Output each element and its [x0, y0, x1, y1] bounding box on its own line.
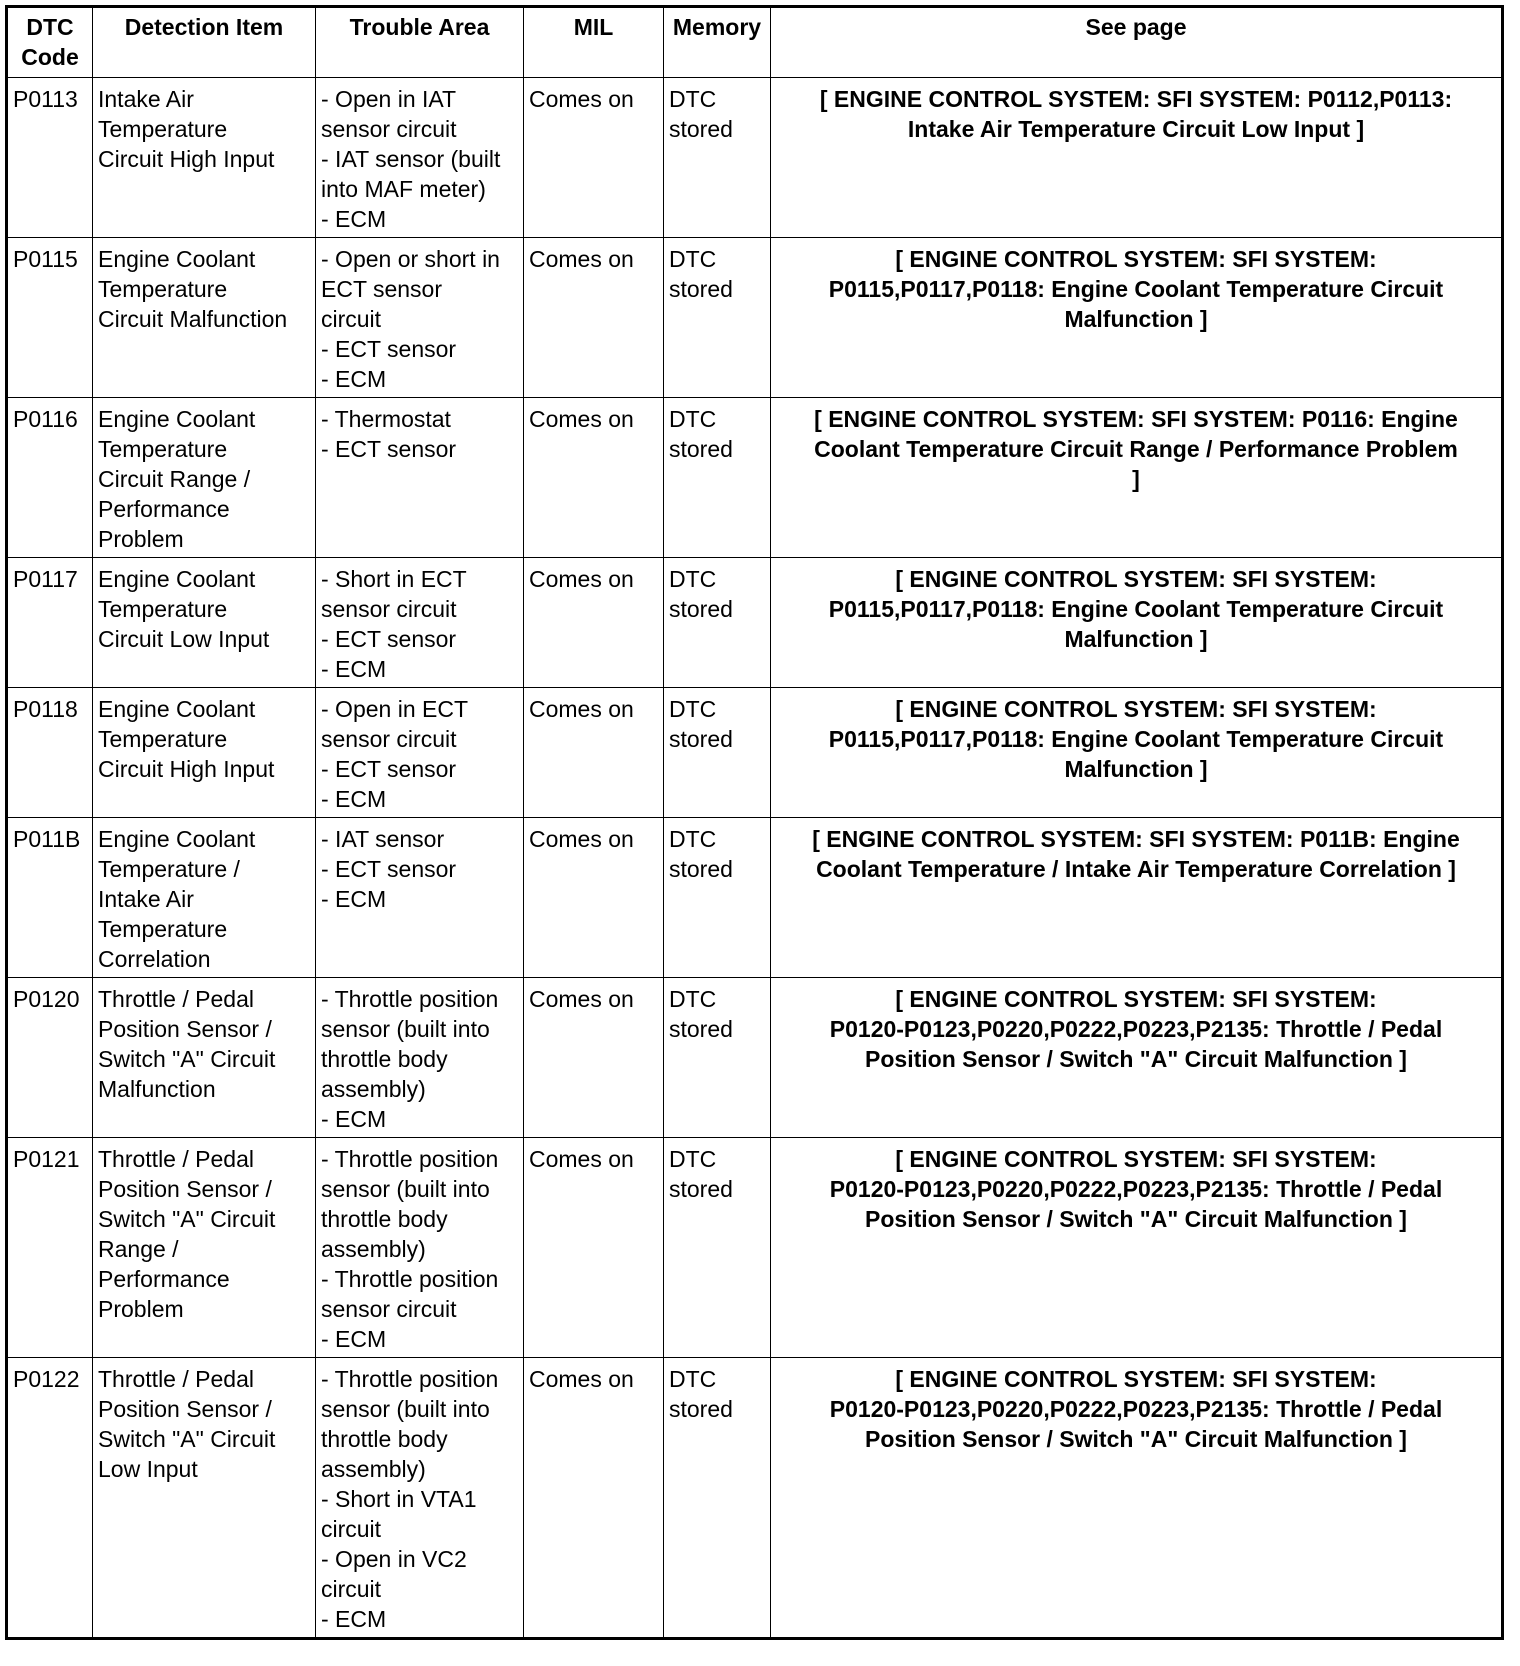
cell-detection-item: Throttle / Pedal Position Sensor / Switch "A" Circuit Low Input — [93, 1358, 316, 1639]
cell-memory: DTC stored — [664, 1138, 771, 1358]
table-row — [7, 1138, 1503, 1358]
header-memory: Memory — [664, 7, 771, 78]
cell-detection-item: Engine Coolant Temperature Circuit High Input — [93, 688, 316, 818]
cell-memory: DTC stored — [664, 238, 771, 398]
cell-trouble-area: - Throttle position sensor (built into throttle body assembly) - Short in VTA1 circuit - Open in VC2 circuit - ECM — [316, 1358, 524, 1639]
cell-memory: DTC stored — [664, 688, 771, 818]
table-header-row — [7, 7, 1503, 78]
cell-see-page: [ ENGINE CONTROL SYSTEM: SFI SYSTEM: P011B: Engine Coolant Temperature / Intake Air Temperature Correlation ] — [771, 818, 1503, 978]
cell-memory: DTC stored — [664, 558, 771, 688]
cell-mil: Comes on — [524, 1358, 664, 1639]
table-row — [7, 398, 1503, 558]
cell-trouble-area: - Thermostat - ECT sensor — [316, 398, 524, 558]
cell-see-page: [ ENGINE CONTROL SYSTEM: SFI SYSTEM: P0120-P0123,P0220,P0222,P0223,P2135: Throttle / Pedal Position Sensor / Switch "A" Circuit Malfunction ] — [771, 1138, 1503, 1358]
table-row — [7, 1358, 1503, 1639]
cell-see-page: [ ENGINE CONTROL SYSTEM: SFI SYSTEM: P0120-P0123,P0220,P0222,P0223,P2135: Throttle / Pedal Position Sensor / Switch "A" Circuit Malfunction ] — [771, 978, 1503, 1138]
cell-trouble-area: - Open in IAT sensor circuit - IAT sensor (built into MAF meter) - ECM — [316, 78, 524, 238]
cell-dtc-code: P0115 — [7, 238, 93, 398]
cell-dtc-code: P0113 — [7, 78, 93, 238]
cell-trouble-area: - Throttle position sensor (built into throttle body assembly) - Throttle position sensor circuit - ECM — [316, 1138, 524, 1358]
cell-see-page: [ ENGINE CONTROL SYSTEM: SFI SYSTEM: P0115,P0117,P0118: Engine Coolant Temperature Circuit Malfunction ] — [771, 558, 1503, 688]
cell-dtc-code: P0122 — [7, 1358, 93, 1639]
cell-see-page: [ ENGINE CONTROL SYSTEM: SFI SYSTEM: P0115,P0117,P0118: Engine Coolant Temperature Circuit Malfunction ] — [771, 238, 1503, 398]
cell-dtc-code: P0118 — [7, 688, 93, 818]
cell-trouble-area: - Open in ECT sensor circuit - ECT sensor - ECM — [316, 688, 524, 818]
header-mil: MIL — [524, 7, 664, 78]
cell-mil: Comes on — [524, 398, 664, 558]
cell-see-page: [ ENGINE CONTROL SYSTEM: SFI SYSTEM: P0116: Engine Coolant Temperature Circuit Range / Performance Problem ] — [771, 398, 1503, 558]
dtc-table-container — [5, 5, 1504, 1640]
header-trouble-area: Trouble Area — [316, 7, 524, 78]
cell-trouble-area: - Open or short in ECT sensor circuit - ECT sensor - ECM — [316, 238, 524, 398]
header-dtc-code: DTC Code — [7, 7, 93, 78]
header-see-page: See page — [771, 7, 1503, 78]
cell-detection-item: Throttle / Pedal Position Sensor / Switch "A" Circuit Range / Performance Problem — [93, 1138, 316, 1358]
cell-see-page: [ ENGINE CONTROL SYSTEM: SFI SYSTEM: P0112,P0113: Intake Air Temperature Circuit Low Input ] — [771, 78, 1503, 238]
cell-memory: DTC stored — [664, 398, 771, 558]
cell-dtc-code: P0117 — [7, 558, 93, 688]
cell-dtc-code: P0121 — [7, 1138, 93, 1358]
cell-detection-item: Engine Coolant Temperature Circuit Malfunction — [93, 238, 316, 398]
cell-mil: Comes on — [524, 818, 664, 978]
table-row — [7, 558, 1503, 688]
cell-see-page: [ ENGINE CONTROL SYSTEM: SFI SYSTEM: P0115,P0117,P0118: Engine Coolant Temperature Circuit Malfunction ] — [771, 688, 1503, 818]
dtc-table — [5, 5, 1504, 1640]
cell-detection-item: Engine Coolant Temperature Circuit Low Input — [93, 558, 316, 688]
cell-memory: DTC stored — [664, 978, 771, 1138]
header-detection-item: Detection Item — [93, 7, 316, 78]
cell-dtc-code: P0116 — [7, 398, 93, 558]
cell-mil: Comes on — [524, 1138, 664, 1358]
cell-memory: DTC stored — [664, 78, 771, 238]
table-row — [7, 688, 1503, 818]
cell-memory: DTC stored — [664, 818, 771, 978]
cell-memory: DTC stored — [664, 1358, 771, 1639]
cell-trouble-area: - Short in ECT sensor circuit - ECT sensor - ECM — [316, 558, 524, 688]
table-row — [7, 978, 1503, 1138]
cell-trouble-area: - IAT sensor - ECT sensor - ECM — [316, 818, 524, 978]
table-row — [7, 818, 1503, 978]
cell-mil: Comes on — [524, 688, 664, 818]
cell-dtc-code: P0120 — [7, 978, 93, 1138]
cell-detection-item: Engine Coolant Temperature Circuit Range / Performance Problem — [93, 398, 316, 558]
cell-mil: Comes on — [524, 558, 664, 688]
cell-mil: Comes on — [524, 78, 664, 238]
table-row — [7, 78, 1503, 238]
cell-mil: Comes on — [524, 978, 664, 1138]
table-row — [7, 238, 1503, 398]
cell-detection-item: Throttle / Pedal Position Sensor / Switch "A" Circuit Malfunction — [93, 978, 316, 1138]
table-body — [7, 78, 1503, 1639]
cell-detection-item: Intake Air Temperature Circuit High Input — [93, 78, 316, 238]
cell-trouble-area: - Throttle position sensor (built into throttle body assembly) - ECM — [316, 978, 524, 1138]
cell-mil: Comes on — [524, 238, 664, 398]
cell-dtc-code: P011B — [7, 818, 93, 978]
cell-detection-item: Engine Coolant Temperature / Intake Air Temperature Correlation — [93, 818, 316, 978]
cell-see-page: [ ENGINE CONTROL SYSTEM: SFI SYSTEM: P0120-P0123,P0220,P0222,P0223,P2135: Throttle / Pedal Position Sensor / Switch "A" Circuit Malfunction ] — [771, 1358, 1503, 1639]
